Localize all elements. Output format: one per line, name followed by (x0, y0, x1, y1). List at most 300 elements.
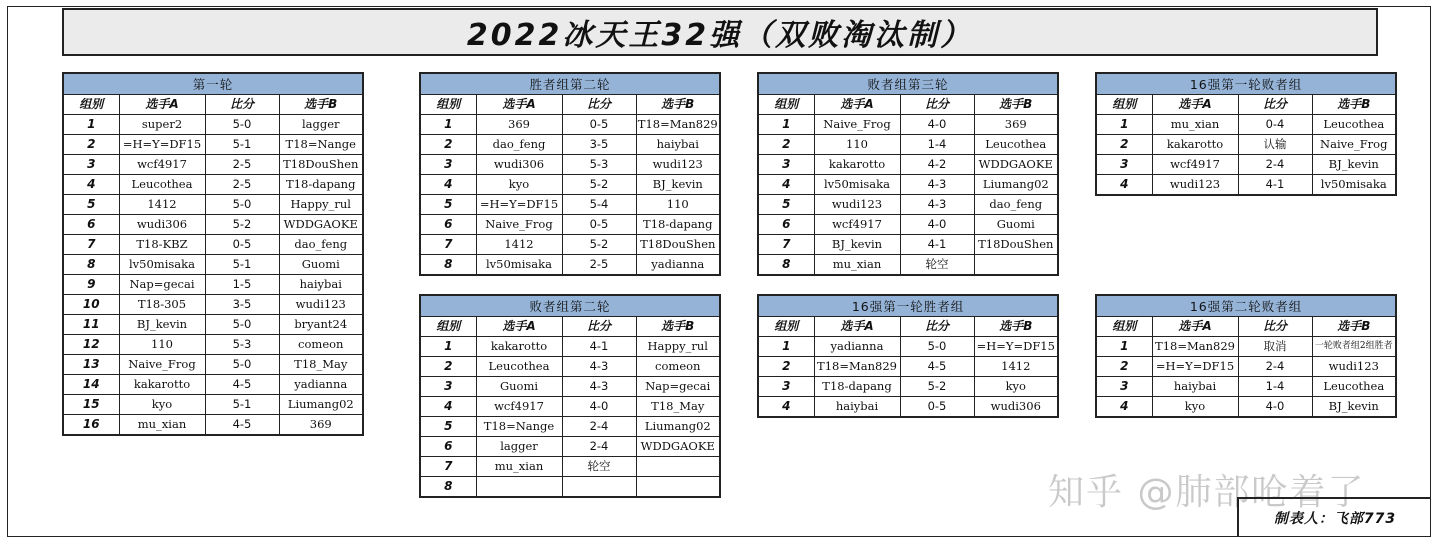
player-b: T18DouShen (974, 235, 1058, 255)
player-a: BJ_kevin (814, 235, 900, 255)
player-a: 1412 (119, 195, 205, 215)
watermark: 知乎 @肺部呛着了 (1048, 472, 1366, 513)
player-b: wudi123 (636, 155, 720, 175)
player-b (636, 477, 720, 498)
table-title: 败者组第三轮 (758, 73, 1058, 95)
player-b: T18-dapang (636, 215, 720, 235)
table-row (1096, 155, 1396, 175)
group-number: 4 (63, 175, 119, 195)
player-a: kakarotto (119, 375, 205, 395)
group-number: 1 (758, 337, 814, 357)
score: 5-0 (205, 115, 279, 135)
score: 2-4 (1238, 357, 1312, 377)
table-winners-round-2 (419, 72, 721, 276)
header-group: 组别 (758, 95, 814, 115)
score: 5-2 (205, 215, 279, 235)
player-b: comeon (636, 357, 720, 377)
header-group: 组别 (63, 95, 119, 115)
group-number: 7 (420, 235, 476, 255)
player-b: T18_May (279, 355, 363, 375)
score: 4-5 (205, 415, 279, 436)
table-row (63, 195, 363, 215)
group-number: 8 (63, 255, 119, 275)
table-row (420, 235, 720, 255)
player-b: 1412 (974, 357, 1058, 377)
header-score: 比分 (562, 95, 636, 115)
player-a: mu_xian (814, 255, 900, 276)
score: 4-0 (562, 397, 636, 417)
group-number: 3 (63, 155, 119, 175)
player-a: Nap=gecai (119, 275, 205, 295)
player-a: Leucothea (119, 175, 205, 195)
score: 5-0 (900, 337, 974, 357)
player-b: wudi123 (279, 295, 363, 315)
player-a: haiybai (1152, 377, 1238, 397)
player-b: WDDGAOKE (636, 437, 720, 457)
score: 5-1 (205, 395, 279, 415)
player-a: wudi306 (476, 155, 562, 175)
group-number: 1 (63, 115, 119, 135)
score: 轮空 (900, 255, 974, 276)
player-a: yadianna (814, 337, 900, 357)
player-a: T18-KBZ (119, 235, 205, 255)
table-row (1096, 135, 1396, 155)
header-player-b: 选手B (974, 95, 1058, 115)
group-number: 6 (758, 215, 814, 235)
score: 1-4 (1238, 377, 1312, 397)
player-a: =H=Y=DF15 (119, 135, 205, 155)
score: 5-0 (205, 355, 279, 375)
group-number: 3 (1096, 155, 1152, 175)
header-player-b: 选手B (636, 95, 720, 115)
player-b: T18DouShen (636, 235, 720, 255)
group-number: 2 (1096, 135, 1152, 155)
player-b: 369 (279, 415, 363, 436)
table-row (63, 295, 363, 315)
player-b: Guomi (279, 255, 363, 275)
table-row (1096, 357, 1396, 377)
player-b: kyo (974, 377, 1058, 397)
score: 5-2 (562, 235, 636, 255)
table-title: 16强第一轮败者组 (1096, 73, 1396, 95)
score: 4-5 (205, 375, 279, 395)
player-b: lv50misaka (1312, 175, 1396, 196)
table-row (63, 155, 363, 175)
table-row (758, 255, 1058, 276)
table-losers-round-2 (419, 294, 721, 498)
table-row (420, 175, 720, 195)
player-b: Nap=gecai (636, 377, 720, 397)
player-a: lv50misaka (476, 255, 562, 276)
group-number: 3 (758, 155, 814, 175)
table-row (420, 417, 720, 437)
group-number: 5 (420, 417, 476, 437)
table-row (420, 135, 720, 155)
table-row (63, 175, 363, 195)
group-number: 13 (63, 355, 119, 375)
table-row (1096, 337, 1396, 357)
group-number: 4 (1096, 397, 1152, 418)
group-number: 3 (420, 377, 476, 397)
player-b: Liumang02 (636, 417, 720, 437)
group-number: 2 (420, 357, 476, 377)
group-number: 6 (420, 215, 476, 235)
player-a: kakarotto (814, 155, 900, 175)
player-a: lv50misaka (814, 175, 900, 195)
group-number: 1 (420, 337, 476, 357)
table-row (758, 115, 1058, 135)
score: 4-1 (900, 235, 974, 255)
score: 0-5 (205, 235, 279, 255)
table-round-1 (62, 72, 364, 436)
player-b: =H=Y=DF15 (974, 337, 1058, 357)
player-b: T18=Man829 (636, 115, 720, 135)
player-b: Naive_Frog (1312, 135, 1396, 155)
table-row (758, 357, 1058, 377)
score: 5-3 (205, 335, 279, 355)
group-number: 16 (63, 415, 119, 436)
group-number: 8 (420, 477, 476, 498)
header-player-a: 选手A (814, 95, 900, 115)
header-player-b: 选手B (974, 317, 1058, 337)
table-row (420, 215, 720, 235)
player-b: haiybai (636, 135, 720, 155)
score: 2-4 (562, 437, 636, 457)
player-b: haiybai (279, 275, 363, 295)
score: 4-2 (900, 155, 974, 175)
group-number: 2 (758, 135, 814, 155)
score: 4-3 (900, 195, 974, 215)
table-row (420, 437, 720, 457)
player-a: lagger (476, 437, 562, 457)
player-b: Liumang02 (974, 175, 1058, 195)
table-row (758, 155, 1058, 175)
player-b: wudi306 (974, 397, 1058, 418)
player-a: wudi123 (1152, 175, 1238, 196)
table-row (420, 377, 720, 397)
table-row (1096, 175, 1396, 196)
player-b: WDDGAOKE (279, 215, 363, 235)
group-number: 8 (420, 255, 476, 276)
table-row (758, 337, 1058, 357)
player-b: dao_feng (974, 195, 1058, 215)
table-row (63, 255, 363, 275)
player-a: 369 (476, 115, 562, 135)
table-row (420, 457, 720, 477)
table-row (63, 135, 363, 155)
player-b (636, 457, 720, 477)
player-b: 110 (636, 195, 720, 215)
group-number: 3 (420, 155, 476, 175)
group-number: 7 (758, 235, 814, 255)
table-title: 16强第一轮胜者组 (758, 295, 1058, 317)
table-row (758, 175, 1058, 195)
player-a: 1412 (476, 235, 562, 255)
table-row (420, 255, 720, 276)
score: 5-1 (205, 255, 279, 275)
group-number: 11 (63, 315, 119, 335)
table-row (63, 275, 363, 295)
header-player-b: 选手B (1312, 95, 1396, 115)
player-a: wcf4917 (1152, 155, 1238, 175)
score: 2-5 (205, 175, 279, 195)
score: 1-5 (205, 275, 279, 295)
player-a: wudi123 (814, 195, 900, 215)
table-row (420, 337, 720, 357)
score: 4-1 (1238, 175, 1312, 196)
player-a: kakarotto (1152, 135, 1238, 155)
table-title: 16强第二轮败者组 (1096, 295, 1396, 317)
player-b: 369 (974, 115, 1058, 135)
table-row (758, 235, 1058, 255)
player-a: T18-305 (119, 295, 205, 315)
score: 5-4 (562, 195, 636, 215)
header-score: 比分 (900, 317, 974, 337)
group-number: 4 (420, 175, 476, 195)
table-row (420, 477, 720, 498)
player-a: dao_feng (476, 135, 562, 155)
player-b: lagger (279, 115, 363, 135)
player-a: kyo (119, 395, 205, 415)
score: 取消 (1238, 337, 1312, 357)
score: 4-3 (562, 357, 636, 377)
player-a: T18=Man829 (814, 357, 900, 377)
group-number: 1 (420, 115, 476, 135)
header-player-a: 选手A (814, 317, 900, 337)
player-a: Naive_Frog (476, 215, 562, 235)
player-a: wcf4917 (119, 155, 205, 175)
maker-credit: 制表人：飞部773 (1237, 497, 1431, 537)
player-a: Leucothea (476, 357, 562, 377)
header-row (1096, 317, 1396, 337)
score: 0-5 (562, 115, 636, 135)
player-a: super2 (119, 115, 205, 135)
player-b: Happy_rul (279, 195, 363, 215)
page-title: 2022冰天王32强（双败淘汰制） (466, 18, 974, 53)
player-b: T18_May (636, 397, 720, 417)
group-number: 4 (758, 175, 814, 195)
header-player-a: 选手A (476, 95, 562, 115)
header-player-b: 选手B (1312, 317, 1396, 337)
player-b: T18DouShen (279, 155, 363, 175)
player-a: wcf4917 (814, 215, 900, 235)
score: 4-1 (562, 337, 636, 357)
group-number: 5 (758, 195, 814, 215)
table-row (1096, 397, 1396, 418)
table-losers-round-3 (757, 72, 1059, 276)
score: 4-0 (900, 215, 974, 235)
player-a: wudi306 (119, 215, 205, 235)
player-b: Happy_rul (636, 337, 720, 357)
table-row (420, 115, 720, 135)
table-row (420, 155, 720, 175)
player-b: yadianna (279, 375, 363, 395)
player-b: Leucothea (1312, 377, 1396, 397)
player-a: T18=Man829 (1152, 337, 1238, 357)
player-a: Guomi (476, 377, 562, 397)
score: 4-0 (1238, 397, 1312, 418)
header-player-a: 选手A (476, 317, 562, 337)
player-b: bryant24 (279, 315, 363, 335)
score: 2-5 (562, 255, 636, 276)
table-row (63, 315, 363, 335)
player-b: wudi123 (1312, 357, 1396, 377)
header-player-a: 选手A (119, 95, 205, 115)
player-a: mu_xian (476, 457, 562, 477)
player-a: =H=Y=DF15 (1152, 357, 1238, 377)
table-title: 败者组第二轮 (420, 295, 720, 317)
player-b: BJ_kevin (1312, 155, 1396, 175)
header-score: 比分 (562, 317, 636, 337)
player-a: =H=Y=DF15 (476, 195, 562, 215)
group-number: 7 (63, 235, 119, 255)
player-a: Naive_Frog (119, 355, 205, 375)
table-row (63, 215, 363, 235)
table-top16-r1-winners (757, 294, 1059, 418)
group-number: 15 (63, 395, 119, 415)
score: 0-5 (562, 215, 636, 235)
score: 4-3 (562, 377, 636, 397)
group-number: 9 (63, 275, 119, 295)
table-row (63, 375, 363, 395)
group-number: 12 (63, 335, 119, 355)
score: 3-5 (562, 135, 636, 155)
table-row (63, 415, 363, 436)
group-number: 1 (1096, 337, 1152, 357)
player-a: 110 (814, 135, 900, 155)
player-a: Naive_Frog (814, 115, 900, 135)
score: 5-2 (562, 175, 636, 195)
player-b (974, 255, 1058, 276)
header-row (420, 95, 720, 115)
player-b: Guomi (974, 215, 1058, 235)
header-player-a: 选手A (1152, 95, 1238, 115)
player-b: BJ_kevin (636, 175, 720, 195)
group-number: 5 (420, 195, 476, 215)
header-score: 比分 (1238, 317, 1312, 337)
player-a: kakarotto (476, 337, 562, 357)
header-row (758, 317, 1058, 337)
table-top16-r2-losers (1095, 294, 1397, 418)
score (562, 477, 636, 498)
score: 5-2 (900, 377, 974, 397)
player-b: T18-dapang (279, 175, 363, 195)
group-number: 2 (758, 357, 814, 377)
header-group: 组别 (1096, 95, 1152, 115)
score: 0-4 (1238, 115, 1312, 135)
header-player-b: 选手B (279, 95, 363, 115)
group-number: 1 (758, 115, 814, 135)
group-number: 2 (63, 135, 119, 155)
table-row (758, 135, 1058, 155)
group-number: 6 (63, 215, 119, 235)
group-number: 10 (63, 295, 119, 315)
player-b: BJ_kevin (1312, 397, 1396, 418)
header-score: 比分 (205, 95, 279, 115)
player-a: T18=Nange (476, 417, 562, 437)
score: 2-4 (1238, 155, 1312, 175)
player-a: T18-dapang (814, 377, 900, 397)
player-a: mu_xian (1152, 115, 1238, 135)
score: 2-5 (205, 155, 279, 175)
group-number: 2 (420, 135, 476, 155)
score: 轮空 (562, 457, 636, 477)
header-group: 组别 (758, 317, 814, 337)
group-number: 4 (1096, 175, 1152, 196)
header-group: 组别 (1096, 317, 1152, 337)
group-number: 4 (420, 397, 476, 417)
table-row (758, 215, 1058, 235)
header-row (63, 95, 363, 115)
group-number: 2 (1096, 357, 1152, 377)
score: 4-5 (900, 357, 974, 377)
player-a: BJ_kevin (119, 315, 205, 335)
player-b: Liumang02 (279, 395, 363, 415)
table-row (63, 235, 363, 255)
table-row (1096, 377, 1396, 397)
table-row (63, 355, 363, 375)
group-number: 14 (63, 375, 119, 395)
table-row (758, 397, 1058, 418)
score: 5-0 (205, 315, 279, 335)
player-a: kyo (476, 175, 562, 195)
table-row (758, 195, 1058, 215)
player-b: yadianna (636, 255, 720, 276)
header-score: 比分 (900, 95, 974, 115)
table-title: 第一轮 (63, 73, 363, 95)
group-number: 8 (758, 255, 814, 276)
score: 3-5 (205, 295, 279, 315)
table-top16-r1-losers (1095, 72, 1397, 196)
score: 5-0 (205, 195, 279, 215)
player-b: dao_feng (279, 235, 363, 255)
header-row (758, 95, 1058, 115)
table-row (758, 377, 1058, 397)
score: 5-3 (562, 155, 636, 175)
score: 5-1 (205, 135, 279, 155)
player-a (476, 477, 562, 498)
score: 4-0 (900, 115, 974, 135)
table-title: 胜者组第二轮 (420, 73, 720, 95)
player-b: Leucothea (974, 135, 1058, 155)
header-player-b: 选手B (636, 317, 720, 337)
table-row (420, 357, 720, 377)
player-b: WDDGAOKE (974, 155, 1058, 175)
table-row (420, 195, 720, 215)
player-b: T18=Nange (279, 135, 363, 155)
group-number: 7 (420, 457, 476, 477)
player-a: lv50misaka (119, 255, 205, 275)
table-row (63, 115, 363, 135)
table-row (420, 397, 720, 417)
player-a: mu_xian (119, 415, 205, 436)
group-number: 1 (1096, 115, 1152, 135)
group-number: 6 (420, 437, 476, 457)
header-group: 组别 (420, 317, 476, 337)
group-number: 3 (758, 377, 814, 397)
player-b: comeon (279, 335, 363, 355)
score: 2-4 (562, 417, 636, 437)
score: 1-4 (900, 135, 974, 155)
player-b: Leucothea (1312, 115, 1396, 135)
player-a: kyo (1152, 397, 1238, 418)
group-number: 3 (1096, 377, 1152, 397)
score: 4-3 (900, 175, 974, 195)
title-banner (62, 8, 1378, 56)
score: 0-5 (900, 397, 974, 418)
group-number: 5 (63, 195, 119, 215)
header-player-a: 选手A (1152, 317, 1238, 337)
